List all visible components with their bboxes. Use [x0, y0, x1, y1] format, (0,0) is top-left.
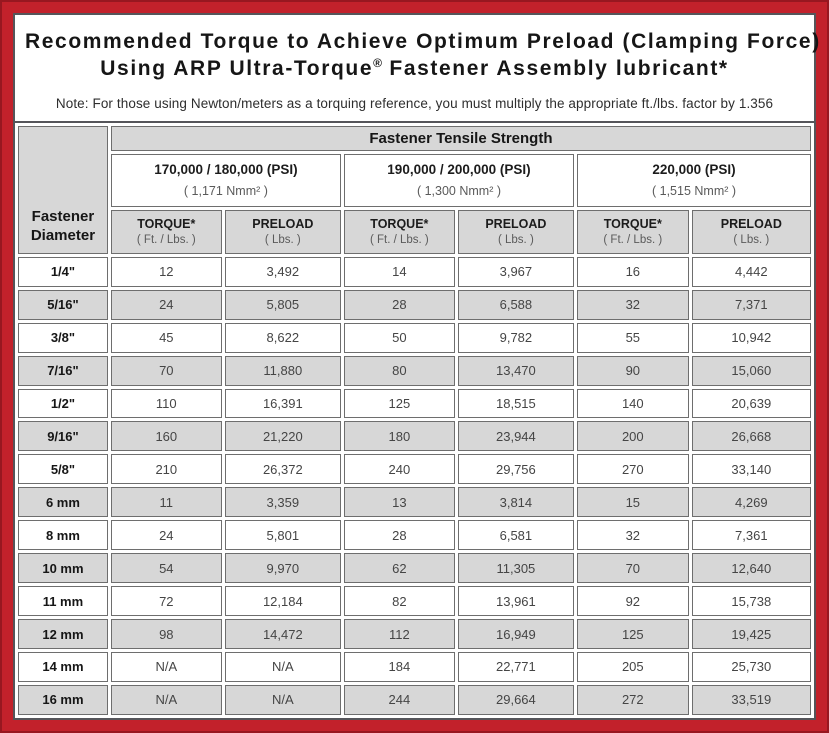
- table-row: [18, 619, 811, 649]
- torque-value-cell: 24: [111, 520, 222, 550]
- fastener-diameter-cell: 11 mm: [18, 586, 108, 616]
- preload-value-cell: 6,588: [458, 290, 574, 320]
- preload-value-cell: 7,361: [692, 520, 811, 550]
- preload-value-cell: 16,391: [225, 389, 341, 419]
- fastener-diameter-cell: 7/16": [18, 356, 108, 386]
- torque-value-cell: N/A: [111, 685, 222, 715]
- torque-value-cell: 140: [577, 389, 689, 419]
- torque-label: TORQUE*: [603, 217, 662, 232]
- torque-value-cell: 54: [111, 553, 222, 583]
- preload-unit: ( Lbs. ): [733, 234, 770, 247]
- preload-value-cell: 23,944: [458, 421, 574, 451]
- torque-value-cell: 125: [577, 619, 689, 649]
- preload-value-cell: 6,581: [458, 520, 574, 550]
- table-row: [18, 553, 811, 583]
- document-panel: [13, 13, 821, 720]
- torque-value-cell: 92: [577, 586, 689, 616]
- strength-group-190-200: [344, 154, 574, 207]
- preload-value-cell: 14,472: [225, 619, 341, 649]
- torque-value-cell: 55: [577, 323, 689, 353]
- preload-value-cell: 20,639: [692, 389, 811, 419]
- table-header: [18, 126, 811, 254]
- table-row: [18, 257, 811, 287]
- preload-value-cell: 5,801: [225, 520, 341, 550]
- psi-label: 190,000 / 200,000 (PSI): [387, 162, 531, 178]
- torque-value-cell: 15: [577, 487, 689, 517]
- table-body: [18, 257, 811, 715]
- preload-value-cell: 25,730: [692, 652, 811, 682]
- fastener-diameter-cell: 3/8": [18, 323, 108, 353]
- preload-value-cell: 3,492: [225, 257, 341, 287]
- torque-value-cell: 244: [344, 685, 455, 715]
- table-row: [18, 290, 811, 320]
- torque-value-cell: 205: [577, 652, 689, 682]
- fastener-diameter-cell: 6 mm: [18, 487, 108, 517]
- torque-value-cell: 12: [111, 257, 222, 287]
- preload-value-cell: 13,961: [458, 586, 574, 616]
- fastener-diameter-cell: 10 mm: [18, 553, 108, 583]
- torque-value-cell: 50: [344, 323, 455, 353]
- torque-value-cell: 112: [344, 619, 455, 649]
- table-row: [18, 389, 811, 419]
- torque-value-cell: 32: [577, 290, 689, 320]
- torque-value-cell: 210: [111, 454, 222, 484]
- title-block: [15, 15, 821, 121]
- fastener-diameter-header: Fastener Diameter: [18, 126, 108, 254]
- torque-value-cell: 200: [577, 421, 689, 451]
- table-row: [18, 520, 811, 550]
- document-title-line2: [25, 56, 804, 83]
- tensile-strength-banner: Fastener Tensile Strength: [111, 126, 811, 151]
- preload-value-cell: 33,140: [692, 454, 811, 484]
- psi-header-row: [18, 154, 811, 207]
- preload-value-cell: 11,880: [225, 356, 341, 386]
- column-header-row: [18, 210, 811, 254]
- torque-label: TORQUE*: [137, 217, 196, 232]
- preload-value-cell: 10,942: [692, 323, 811, 353]
- torque-value-cell: 272: [577, 685, 689, 715]
- preload-column-header: [225, 210, 341, 254]
- torque-value-cell: 240: [344, 454, 455, 484]
- fastener-diameter-cell: 16 mm: [18, 685, 108, 715]
- preload-value-cell: 4,442: [692, 257, 811, 287]
- fastener-diameter-cell: 5/8": [18, 454, 108, 484]
- preload-value-cell: 15,738: [692, 586, 811, 616]
- preload-value-cell: N/A: [225, 685, 341, 715]
- preload-value-cell: 22,771: [458, 652, 574, 682]
- torque-column-header: [111, 210, 222, 254]
- preload-value-cell: 8,622: [225, 323, 341, 353]
- table-row: [18, 685, 811, 715]
- torque-preload-table: [15, 123, 814, 718]
- strength-group-170-180: [111, 154, 341, 207]
- table-row: [18, 487, 811, 517]
- torque-value-cell: 98: [111, 619, 222, 649]
- torque-value-cell: 180: [344, 421, 455, 451]
- preload-value-cell: 12,184: [225, 586, 341, 616]
- fastener-diameter-cell: 5/16": [18, 290, 108, 320]
- preload-value-cell: 26,372: [225, 454, 341, 484]
- preload-value-cell: 29,664: [458, 685, 574, 715]
- torque-value-cell: 160: [111, 421, 222, 451]
- psi-label: 220,000 (PSI): [652, 162, 736, 178]
- torque-column-header: [577, 210, 689, 254]
- preload-value-cell: 15,060: [692, 356, 811, 386]
- preload-label: PRELOAD: [720, 217, 782, 232]
- preload-value-cell: 33,519: [692, 685, 811, 715]
- preload-label: PRELOAD: [252, 217, 314, 232]
- preload-value-cell: 3,359: [225, 487, 341, 517]
- torque-value-cell: 70: [111, 356, 222, 386]
- preload-value-cell: 4,269: [692, 487, 811, 517]
- preload-column-header: [692, 210, 811, 254]
- torque-value-cell: 80: [344, 356, 455, 386]
- torque-value-cell: 125: [344, 389, 455, 419]
- torque-value-cell: 70: [577, 553, 689, 583]
- torque-value-cell: 13: [344, 487, 455, 517]
- nmm-label: ( 1,171 Nmm² ): [183, 184, 268, 199]
- fastener-diameter-cell: 12 mm: [18, 619, 108, 649]
- fastener-diameter-cell: 9/16": [18, 421, 108, 451]
- fastener-diameter-cell: 8 mm: [18, 520, 108, 550]
- title-line2-post: Fastener Assembly lubricant*: [381, 56, 729, 80]
- banner-row: [18, 126, 811, 151]
- table-row: [18, 421, 811, 451]
- preload-value-cell: 7,371: [692, 290, 811, 320]
- table-row: [18, 652, 811, 682]
- preload-value-cell: 29,756: [458, 454, 574, 484]
- preload-value-cell: 5,805: [225, 290, 341, 320]
- table-row: [18, 586, 811, 616]
- preload-value-cell: 9,970: [225, 553, 341, 583]
- torque-unit: ( Ft. / Lbs. ): [136, 234, 196, 247]
- torque-value-cell: 62: [344, 553, 455, 583]
- torque-value-cell: 45: [111, 323, 222, 353]
- torque-value-cell: 184: [344, 652, 455, 682]
- preload-value-cell: 3,814: [458, 487, 574, 517]
- preload-value-cell: 16,949: [458, 619, 574, 649]
- strength-group-220: [577, 154, 811, 207]
- registered-trademark-symbol: ®: [373, 55, 382, 70]
- preload-value-cell: 21,220: [225, 421, 341, 451]
- torque-label: TORQUE*: [370, 217, 429, 232]
- torque-value-cell: N/A: [111, 652, 222, 682]
- torque-column-header: [344, 210, 455, 254]
- preload-value-cell: 13,470: [458, 356, 574, 386]
- preload-value-cell: N/A: [225, 652, 341, 682]
- torque-value-cell: 16: [577, 257, 689, 287]
- preload-column-header: [458, 210, 574, 254]
- preload-value-cell: 19,425: [692, 619, 811, 649]
- preload-value-cell: 18,515: [458, 389, 574, 419]
- preload-value-cell: 26,668: [692, 421, 811, 451]
- table-row: [18, 454, 811, 484]
- preload-value-cell: 3,967: [458, 257, 574, 287]
- preload-label: PRELOAD: [485, 217, 547, 232]
- fastener-diameter-cell: 1/4": [18, 257, 108, 287]
- torque-unit: ( Ft. / Lbs. ): [603, 234, 663, 247]
- preload-unit: ( Lbs. ): [497, 234, 534, 247]
- psi-label: 170,000 / 180,000 (PSI): [154, 162, 298, 178]
- torque-value-cell: 28: [344, 290, 455, 320]
- torque-value-cell: 32: [577, 520, 689, 550]
- torque-value-cell: 72: [111, 586, 222, 616]
- fastener-diameter-cell: 14 mm: [18, 652, 108, 682]
- preload-unit: ( Lbs. ): [264, 234, 301, 247]
- preload-value-cell: 9,782: [458, 323, 574, 353]
- fastener-diameter-cell: 1/2": [18, 389, 108, 419]
- torque-value-cell: 28: [344, 520, 455, 550]
- torque-value-cell: 270: [577, 454, 689, 484]
- table-row: [18, 323, 811, 353]
- torque-value-cell: 110: [111, 389, 222, 419]
- nmm-label: ( 1,300 Nmm² ): [416, 184, 501, 199]
- document-title-line1: Recommended Torque to Achieve Optimum Preload (Clamping Force): [25, 30, 821, 53]
- torque-value-cell: 14: [344, 257, 455, 287]
- preload-value-cell: 12,640: [692, 553, 811, 583]
- conversion-note: Note: For those using Newton/meters as a torquing reference, you must multiply the appropriate ft./lbs. factor by 1.356: [55, 95, 774, 111]
- preload-value-cell: 11,305: [458, 553, 574, 583]
- title-line2-pre: Using ARP Ultra-Torque: [100, 56, 374, 80]
- torque-value-cell: 82: [344, 586, 455, 616]
- torque-value-cell: 11: [111, 487, 222, 517]
- torque-value-cell: 90: [577, 356, 689, 386]
- torque-unit: ( Ft. / Lbs. ): [369, 234, 429, 247]
- table-row: [18, 356, 811, 386]
- torque-value-cell: 24: [111, 290, 222, 320]
- nmm-label: ( 1,515 Nmm² ): [651, 184, 737, 199]
- torque-table-section: [15, 121, 814, 718]
